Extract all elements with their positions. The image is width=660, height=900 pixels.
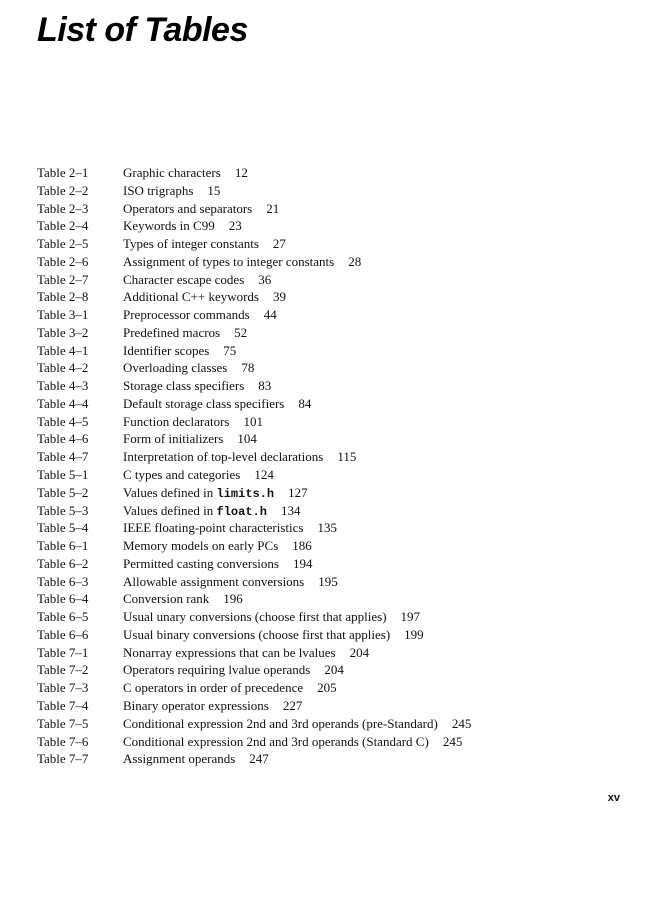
table-entry — [37, 733, 627, 751]
table-number: Table 2–2 — [37, 182, 89, 198]
table-page-number: 83 — [258, 378, 272, 394]
table-page-number: 124 — [254, 467, 274, 483]
table-page-number: 52 — [234, 324, 248, 340]
table-title: C operators in order of precedence — [123, 680, 304, 696]
table-page-number: 27 — [272, 236, 286, 252]
table-title: Identifier scopes — [123, 342, 210, 358]
table-number: Table 7–3 — [37, 680, 89, 696]
table-page-number: 247 — [249, 751, 269, 767]
table-title: Function declarators — [123, 413, 230, 429]
table-page-number: 44 — [263, 307, 277, 323]
table-entry — [37, 590, 627, 608]
table-page-number: 75 — [223, 342, 237, 358]
table-title: Keywords in C99 — [123, 218, 215, 234]
table-entry — [37, 448, 627, 466]
table-title: Character escape codes — [123, 271, 245, 287]
table-number: Table 7–4 — [37, 697, 89, 713]
table-page-number: 204 — [349, 644, 370, 660]
table-number: Table 5–1 — [37, 467, 89, 483]
table-number: Table 6–4 — [37, 591, 89, 607]
table-title: Types of integer constants — [123, 236, 259, 252]
table-number: Table 2–6 — [37, 253, 89, 269]
table-number: Table 6–3 — [37, 573, 89, 589]
table-entry — [37, 679, 627, 697]
table-page-number: 36 — [258, 271, 272, 287]
table-page-number: 199 — [404, 626, 424, 642]
table-number: Table 4–4 — [37, 395, 89, 411]
table-page-number: 15 — [207, 182, 221, 198]
table-title: Default storage class specifiers — [123, 395, 285, 411]
table-entry — [37, 253, 627, 271]
table-title: Nonarray expressions that can be lvalues — [123, 644, 336, 660]
table-number: Table 4–7 — [37, 449, 89, 465]
table-number: Table 2–1 — [37, 165, 89, 180]
table-page-number: 245 — [442, 733, 463, 749]
table-entry — [37, 644, 627, 662]
table-title: Interpretation of top-level declarations — [123, 449, 324, 465]
table-entry — [37, 271, 627, 289]
table-number: Table 6–1 — [37, 538, 89, 554]
table-page-number: 227 — [282, 697, 303, 713]
table-number: Table 3–1 — [37, 307, 89, 323]
table-entry — [37, 164, 627, 182]
table-page-number: 127 — [288, 484, 308, 500]
table-page-number: 204 — [324, 662, 344, 678]
table-title: Overloading classes — [123, 360, 228, 376]
table-entry — [37, 235, 627, 253]
table-page-number: 245 — [451, 715, 472, 731]
table-entry — [37, 626, 627, 644]
table-number: Table 6–6 — [37, 626, 89, 642]
table-title: Values defined in float.h — [123, 502, 267, 519]
table-title: Allowable assignment conversions — [123, 573, 305, 589]
table-title: IEEE floating-point characteristics — [123, 520, 304, 536]
table-title: C types and categories — [123, 467, 241, 483]
table-title: Preprocessor commands — [123, 307, 250, 323]
table-title: Predefined macros — [123, 324, 221, 340]
table-entry — [37, 342, 627, 360]
table-number: Table 5–4 — [37, 520, 89, 536]
table-page-number: 39 — [273, 289, 286, 305]
table-entry — [37, 377, 627, 395]
table-entry — [37, 715, 627, 733]
table-number: Table 2–8 — [37, 289, 89, 305]
table-title: Memory models on early PCs — [123, 538, 279, 554]
table-title: Storage class specifiers — [123, 378, 245, 394]
table-page-number: 21 — [266, 200, 280, 216]
table-page-number: 28 — [348, 253, 362, 269]
table-entry — [37, 288, 627, 306]
table-title: Form of initializers — [123, 431, 224, 447]
table-page-number: 84 — [298, 395, 312, 411]
table-entry — [37, 306, 627, 324]
table-entry — [37, 555, 627, 573]
table-page-number: 23 — [228, 218, 242, 234]
table-entry — [37, 430, 627, 448]
table-page-number: 195 — [318, 573, 338, 589]
table-page-number: 194 — [292, 555, 313, 571]
table-number: Table 4–2 — [37, 360, 89, 376]
table-title: Binary operator expressions — [123, 697, 269, 713]
table-entry — [37, 217, 627, 235]
table-number: Table 7–1 — [37, 644, 89, 660]
table-number: Table 7–5 — [37, 715, 89, 731]
page-title: List of Tables — [37, 11, 248, 49]
table-entry — [37, 413, 627, 431]
table-number: Table 6–2 — [37, 555, 89, 571]
table-entry — [37, 537, 627, 555]
table-title: Conversion rank — [123, 591, 210, 607]
table-page-number: 78 — [241, 360, 255, 376]
table-title: Permitted casting conversions — [123, 555, 279, 571]
table-entry — [37, 573, 627, 591]
table-title: Graphic characters — [123, 165, 221, 180]
table-title: Values defined in limits.h — [123, 484, 275, 501]
table-title: Assignment operands — [123, 751, 236, 767]
table-number: Table 3–2 — [37, 324, 89, 340]
table-title: Operators requiring lvalue operands — [123, 662, 311, 678]
table-entry — [37, 519, 627, 537]
table-number: Table 7–6 — [37, 733, 89, 749]
table-title: Operators and separators — [123, 200, 253, 216]
table-number: Table 6–5 — [37, 609, 89, 625]
table-entry — [37, 484, 627, 502]
table-number: Table 4–1 — [37, 342, 89, 358]
table-title: Usual unary conversions (choose first that applies) — [123, 609, 387, 625]
table-number: Table 2–4 — [37, 218, 89, 234]
table-number: Table 5–3 — [37, 502, 89, 518]
table-entry — [37, 608, 627, 626]
table-number: Table 7–2 — [37, 662, 89, 678]
table-page-number: 186 — [292, 538, 312, 554]
table-page-number: 205 — [317, 680, 337, 696]
table-page-number: 134 — [280, 502, 301, 518]
table-number: Table 5–2 — [37, 484, 89, 500]
table-entry — [37, 466, 627, 484]
table-entry — [37, 661, 627, 679]
table-title: Assignment of types to integer constants — [123, 253, 335, 269]
table-entry — [37, 359, 627, 377]
table-page-number: 135 — [317, 520, 337, 536]
table-entry — [37, 324, 627, 342]
table-entry — [37, 182, 627, 200]
table-title: Usual binary conversions (choose first that applies) — [123, 626, 391, 642]
table-title: Conditional expression 2nd and 3rd operands (pre-Standard) — [123, 715, 438, 731]
table-title: ISO trigraphs — [123, 182, 194, 198]
table-page-number: 104 — [237, 431, 257, 447]
table-number: Table 4–6 — [37, 431, 89, 447]
list-of-tables — [37, 164, 627, 768]
table-page-number: 115 — [337, 449, 357, 465]
table-number: Table 4–5 — [37, 413, 89, 429]
table-number: Table 2–7 — [37, 271, 89, 287]
table-entry — [37, 697, 627, 715]
table-page-number: 12 — [234, 165, 248, 180]
table-number: Table 2–5 — [37, 236, 89, 252]
table-entry — [37, 502, 627, 520]
table-entry — [37, 395, 627, 413]
table-entry — [37, 200, 627, 218]
table-page-number: 197 — [400, 609, 421, 625]
table-page-number: 101 — [243, 413, 263, 429]
table-entry — [37, 750, 627, 768]
table-number: Table 7–7 — [37, 751, 89, 767]
table-number: Table 4–3 — [37, 378, 89, 394]
page-number: xv — [607, 792, 620, 804]
table-title: Conditional expression 2nd and 3rd operands (Standard C) — [123, 733, 429, 749]
table-page-number: 196 — [223, 591, 243, 607]
table-number: Table 2–3 — [37, 200, 89, 216]
table-title: Additional C++ keywords — [123, 289, 259, 305]
